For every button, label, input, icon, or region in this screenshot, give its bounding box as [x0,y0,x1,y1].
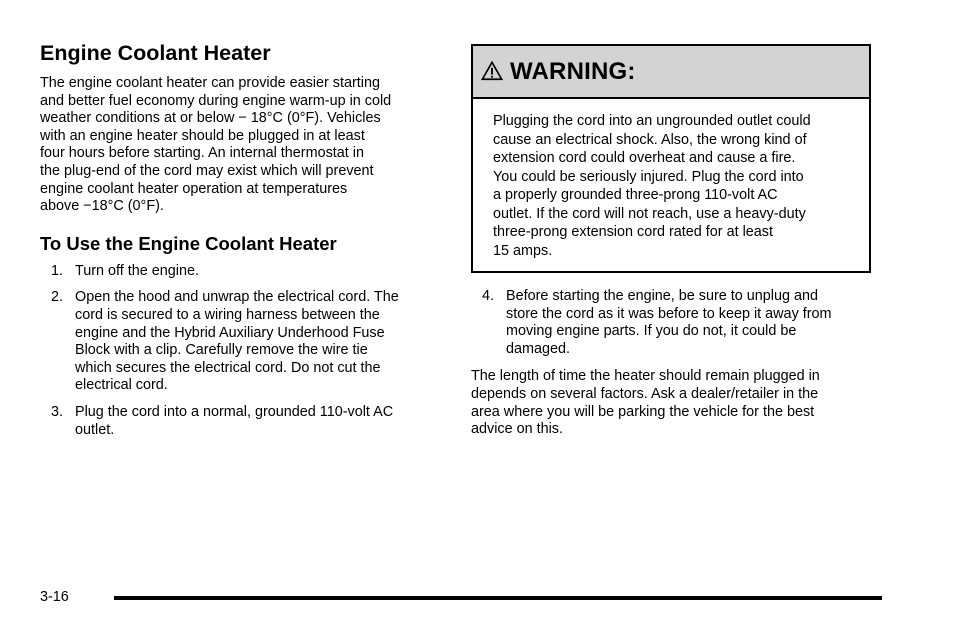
warning-line: extension cord could overheat and cause a fire. [493,150,796,166]
warning-line: Plugging the cord into an ungrounded outlet could [493,113,811,129]
right-column [471,44,876,439]
left-column [40,40,442,448]
subsection-title: To Use the Engine Coolant Heater [40,232,337,254]
step-number: 4. [482,288,495,304]
warning-line: cause an electrical shock. Also, the wrong kind of [493,131,807,148]
warning-title: WARNING: [510,57,636,85]
section-title: Engine Coolant Heater [40,41,271,65]
step-number: 2. [51,289,64,306]
step-line: Open the hood and unwrap the electrical cord. The [75,289,399,306]
intro-line: with an engine heater should be plugged in at least [40,127,365,144]
step-line: outlet. [75,421,115,438]
warning-box [471,44,871,273]
closing-line: The length of time the heater should remain plugged in [471,368,820,385]
closing-paragraph [471,368,876,438]
step-line: electrical cord. [75,377,168,394]
step-line: store the cord as it was before to keep it away from [506,305,832,322]
warning-triangle-icon [481,60,503,82]
step-line: Plug the cord into a normal, grounded 110-volt AC [75,403,394,420]
warning-line: outlet. If the cord will not reach, use a heavy-duty [493,205,806,222]
warning-line: three-prong extension cord rated for at least [493,224,773,240]
intro-line: engine coolant heater operation at temperatures [40,180,348,197]
step-item-3 [40,404,442,439]
step-item-2 [40,289,442,395]
intro-line: the plug-end of the cord may exist which will prevent [40,162,374,179]
page-number: 3-16 [40,589,69,605]
step-item-1 [40,263,442,281]
warning-text [473,99,869,271]
step-line: Turn off the engine. [75,262,200,279]
step-line: engine and the Hybrid Auxiliary Underhood Fuse [75,324,385,341]
step-item-4 [471,288,876,358]
intro-paragraph [40,75,442,216]
step-line: moving engine parts. If you do not, it could be [506,323,797,340]
intro-line: four hours before starting. An internal thermostat in [40,145,364,162]
step-line: Block with a clip. Carefully remove the wire tie [75,342,368,359]
closing-line: depends on several factors. Ask a dealer/retailer in the [471,385,819,402]
step-line: damaged. [506,340,571,357]
steps-list-continued [471,288,876,358]
warning-line: a properly grounded three-prong 110-volt AC [493,187,778,203]
warning-line: 15 amps. [493,242,553,259]
footer-divider [114,596,882,600]
intro-line: weather conditions at or below − 18°C (0°F). Vehicles [40,110,381,127]
warning-header [473,46,869,99]
steps-list [40,263,442,439]
step-number: 1. [51,262,64,279]
step-number: 3. [51,403,64,420]
warning-line: You could be seriously injured. Plug the cord into [493,168,804,185]
intro-line: above −18°C (0°F). [40,198,164,215]
closing-line: advice on this. [471,421,563,438]
closing-line: area where you will be parking the vehicle for the best [471,403,815,420]
step-line: cord is secured to a wiring harness between the [75,306,380,323]
step-line: which secures the electrical cord. Do not cut the [75,359,381,376]
step-line: Before starting the engine, be sure to unplug and [506,288,819,304]
intro-line: and better fuel economy during engine warm-up in cold [40,92,392,109]
intro-line: The engine coolant heater can provide easier starting [40,75,380,91]
